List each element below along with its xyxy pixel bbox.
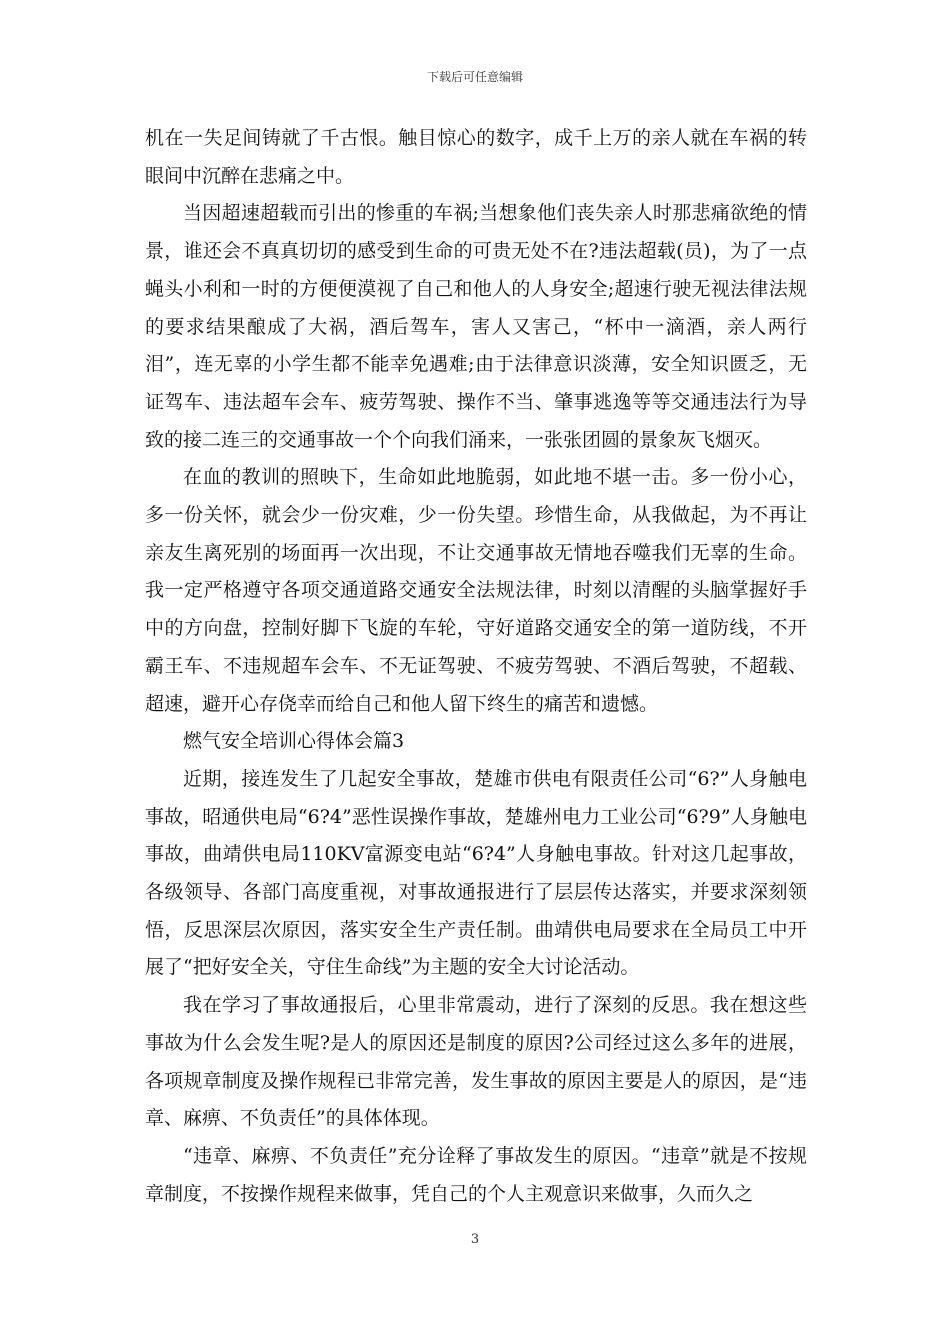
paragraph: “违章、麻痹、不负责任”充分诠释了事故发生的原因。“违章”就是不按规章制度，不按操作规程来做事，凭自己的个人主观意识来做事，久而久之 <box>145 1144 807 1205</box>
page-header: 下载后可任意编辑 <box>426 70 523 84</box>
document-body <box>145 120 807 1213</box>
paragraph: 当因超速超载而引出的惨重的车祸;当想象他们丧失亲人时那悲痛欲绝的情景，谁还会不真真切切的感受到生命的可贵无处不在?违法超载(员)，为了一点蝇头小利和一时的方便便漠视了自己和他人的人身安全;超速行驶无视法律法规的要求结果酿成了大祸，酒后驾车，害人又害己，“杯中一滴酒，亲人两行泪”，连无辜的小学生都不能幸免遇难;由于法律意识淡薄，安全知识匮乏，无证驾车、违法超车会车、疲劳驾驶、操作不当、肇事逃逸等等交通违法行为导致的接二连三的交通事故一个个向我们涌来，一张张团圆的景象灰飞烟灭。 <box>145 202 807 451</box>
paragraph: 近期，接连发生了几起安全事故，楚雄市供电有限责任公司“6?”人身触电事故，昭通供电局“6?4”恶性误操作事故，楚雄州电力工业公司“6?9”人身触电事故，曲靖供电局110KV富源变电站“6?4”人身触电事故。针对这几起事故，各级领导、各部门高度重视，对事故通报进行了层层传达落实，并要求深刻领悟，反思深层次原因，落实安全生产责任制。曲靖供电局要求在全局员工中开展了“把好安全关，守住生命线”为主题的安全大讨论活动。 <box>145 767 807 979</box>
paragraph: 我在学习了事故通报后，心里非常震动，进行了深刻的反思。我在想这些事故为什么会发生呢?是人的原因还是制度的原因?公司经过这么多年的进展，各项规章制度及操作规程已非常完善，发生事故的原因主要是人的原因，是“违章、麻痹、不负责任”的具体体现。 <box>145 994 807 1130</box>
paragraph: 在血的教训的照映下，生命如此地脆弱，如此地不堪一击。多一份小心，多一份关怀，就会少一份灾难，少一份失望。珍惜生命，从我做起，为不再让亲友生离死别的场面再一次出现，不让交通事故无情地吞噬我们无辜的生命。我一定严格遵守各项交通道路交通安全法规法律，时刻以清醒的头脑掌握好手中的方向盘，控制好脚下飞旋的车轮，守好道路交通安全的第一道防线，不开霸王车、不违规超车会车、不无证驾驶、不疲劳驾驶、不酒后驾驶，不超载、超速，避开心存侥幸而给自己和他人留下终生的痛苦和遗憾。 <box>145 466 807 715</box>
page-number: 3 <box>470 1232 480 1247</box>
section-heading: 燃气安全培训心得体会篇3 <box>183 730 405 753</box>
paragraph: 机在一失足间铸就了千古恨。触目惊心的数字，成千上万的亲人就在车祸的转眼间中沉醉在悲痛之中。 <box>145 127 807 187</box>
